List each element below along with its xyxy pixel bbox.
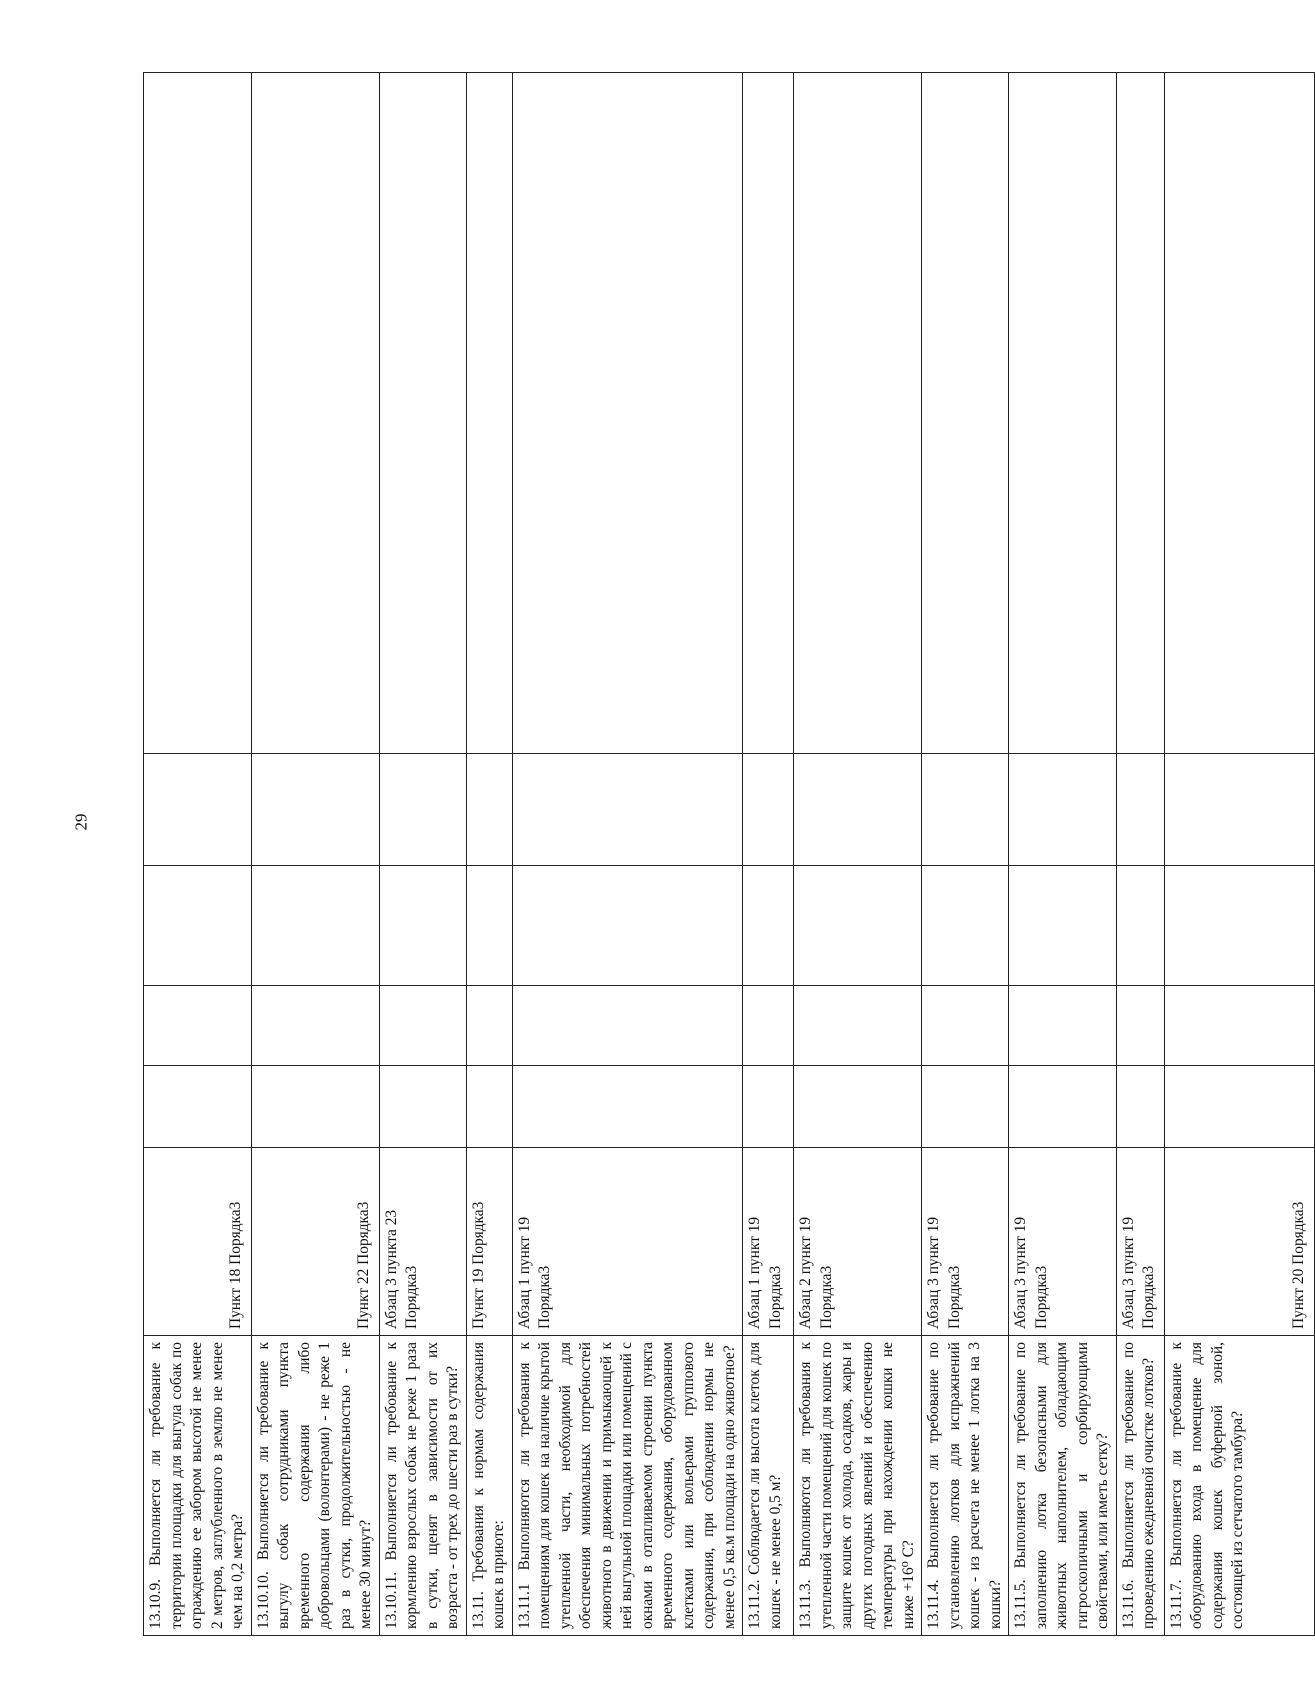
empty-cell	[512, 754, 743, 866]
empty-cell	[922, 986, 1009, 1066]
empty-cell	[144, 1066, 252, 1148]
empty-cell	[512, 866, 743, 986]
empty-cell	[922, 754, 1009, 866]
empty-cell	[794, 754, 922, 866]
empty-cell	[251, 986, 379, 1066]
empty-cell	[1009, 866, 1117, 986]
empty-cell	[922, 73, 1009, 754]
table-row	[251, 73, 379, 1636]
empty-cell	[1116, 1066, 1164, 1148]
empty-cell	[144, 73, 252, 754]
empty-cell	[743, 866, 794, 986]
table-row	[1164, 73, 1314, 1636]
empty-cell	[251, 73, 379, 754]
question-cell: 13.11.1 Выполняются ли требования к помещениям для кошек на наличие крытой утепленной части, необходимой для обеспечения минимальных потребностей животного в движении и примыкающей к ней выгульной площадки или помещений с окнами в отапливаемом строении пункта временного содержания, оборудованном клетками или вольерами группового содержания, при соблюдении нормы не менее 0,5 кв.м площади на одно животное?	[512, 1336, 743, 1636]
question-cell: 13.11.4. Выполняется ли требование по установлению лотков для испражнений кошек - из расчета не менее 1 лотка на 3 кошки?	[922, 1336, 1009, 1636]
reference-cell: Пункт 18 Порядка3	[144, 1148, 252, 1336]
empty-cell	[144, 986, 252, 1066]
question-cell: 13.10.10. Выполняется ли требование к выгулу собак сотрудниками пункта временного содержания либо добровольцами (волонтерами) - не реже 1 раз в сутки, продолжительностью - не менее 30 минут?	[251, 1336, 379, 1636]
reference-cell: Абзац 3 пункта 23 Порядка3	[379, 1148, 466, 1336]
empty-cell	[1009, 1066, 1117, 1148]
empty-cell	[794, 73, 922, 754]
empty-cell	[1164, 866, 1314, 986]
reference-cell: Абзац 3 пункт 19 Порядка3	[1009, 1148, 1117, 1336]
reference-cell: Абзац 2 пункт 19 Порядка3	[794, 1148, 922, 1336]
table-row	[922, 73, 1009, 1636]
table-row	[743, 73, 794, 1636]
empty-cell	[512, 986, 743, 1066]
empty-cell	[144, 754, 252, 866]
empty-cell	[466, 986, 512, 1066]
table-row	[512, 73, 743, 1636]
empty-cell	[251, 754, 379, 866]
empty-cell	[379, 866, 466, 986]
empty-cell	[1009, 754, 1117, 866]
empty-cell	[743, 1066, 794, 1148]
empty-cell	[794, 986, 922, 1066]
empty-cell	[794, 1066, 922, 1148]
rotated-table-wrapper	[143, 73, 1307, 1636]
table-row	[379, 73, 466, 1636]
question-cell: 13.10.9. Выполняется ли требование к территории площадки для выгула собак по ограждению ее забором высотой не менее 2 метров, заглубленного в землю не менее чем на 0,2 метра?	[144, 1336, 252, 1636]
empty-cell	[251, 866, 379, 986]
reference-cell: Абзац 3 пункт 19 Порядка3	[1116, 1148, 1164, 1336]
reference-cell: Пункт 19 Порядка3	[466, 1148, 512, 1336]
empty-cell	[144, 866, 252, 986]
reference-cell: Абзац 1 пункт 19 Порядка3	[512, 1148, 743, 1336]
question-cell: 13.11.2. Соблюдается ли высота клеток для кошек - не менее 0,5 м?	[743, 1336, 794, 1636]
question-cell: 13.11.6. Выполняется ли требование по проведению ежедневной очистке лотков?	[1116, 1336, 1164, 1636]
empty-cell	[1116, 73, 1164, 754]
question-cell: 13.11.7. Выполняется ли требование к оборудованию входа в помещение для содержания кошек буферной зоной, состоящей из сетчатого тамбура?	[1164, 1336, 1314, 1636]
empty-cell	[1116, 754, 1164, 866]
table-row	[794, 73, 922, 1636]
empty-cell	[1164, 73, 1314, 754]
table-row	[1009, 73, 1117, 1636]
empty-cell	[794, 866, 922, 986]
table-row	[144, 73, 252, 1636]
question-cell: 13.10.11. Выполняется ли требование к кормлению взрослых собак не реже 1 раза в сутки, щенят в зависимости от их возраста - от трех до шести раз в сутки?	[379, 1336, 466, 1636]
table-row	[466, 73, 512, 1636]
empty-cell	[466, 754, 512, 866]
table-row	[1116, 73, 1164, 1636]
empty-cell	[379, 986, 466, 1066]
empty-cell	[379, 73, 466, 754]
empty-cell	[466, 866, 512, 986]
empty-cell	[512, 73, 743, 754]
empty-cell	[922, 866, 1009, 986]
empty-cell	[466, 1066, 512, 1148]
empty-cell	[379, 1066, 466, 1148]
empty-cell	[1009, 73, 1117, 754]
question-cell: 13.11. Требования к нормам содержания кошек в приюте:	[466, 1336, 512, 1636]
checklist-table	[143, 72, 1315, 1636]
empty-cell	[251, 1066, 379, 1148]
question-cell: 13.11.5. Выполняется ли требование по заполнению лотка безопасными для животных наполнителем, обладающим гигроскопичными и сорбирующими свойствами, или иметь сетку?	[1009, 1336, 1117, 1636]
reference-cell: Абзац 1 пункт 19 Порядка3	[743, 1148, 794, 1336]
empty-cell	[1009, 986, 1117, 1066]
reference-cell: Пункт 20 Порядка3	[1164, 1148, 1314, 1336]
question-cell: 13.11.3. Выполняются ли требования к утепленной части помещений для кошек по защите кошек от холода, осадков, жары и других погодных явлений и обеспечению температуры при нахождении кошки не ниже +16⁰ С?	[794, 1336, 922, 1636]
empty-cell	[1116, 986, 1164, 1066]
empty-cell	[1164, 1066, 1314, 1148]
reference-cell: Пункт 22 Порядка3	[251, 1148, 379, 1336]
empty-cell	[1164, 986, 1314, 1066]
empty-cell	[466, 73, 512, 754]
empty-cell	[922, 1066, 1009, 1148]
empty-cell	[743, 754, 794, 866]
empty-cell	[743, 73, 794, 754]
reference-cell: Абзац 3 пункт 19 Порядка3	[922, 1148, 1009, 1336]
page-number: 29	[71, 813, 91, 831]
empty-cell	[1164, 754, 1314, 866]
empty-cell	[512, 1066, 743, 1148]
empty-cell	[1116, 866, 1164, 986]
empty-cell	[743, 986, 794, 1066]
empty-cell	[379, 754, 466, 866]
